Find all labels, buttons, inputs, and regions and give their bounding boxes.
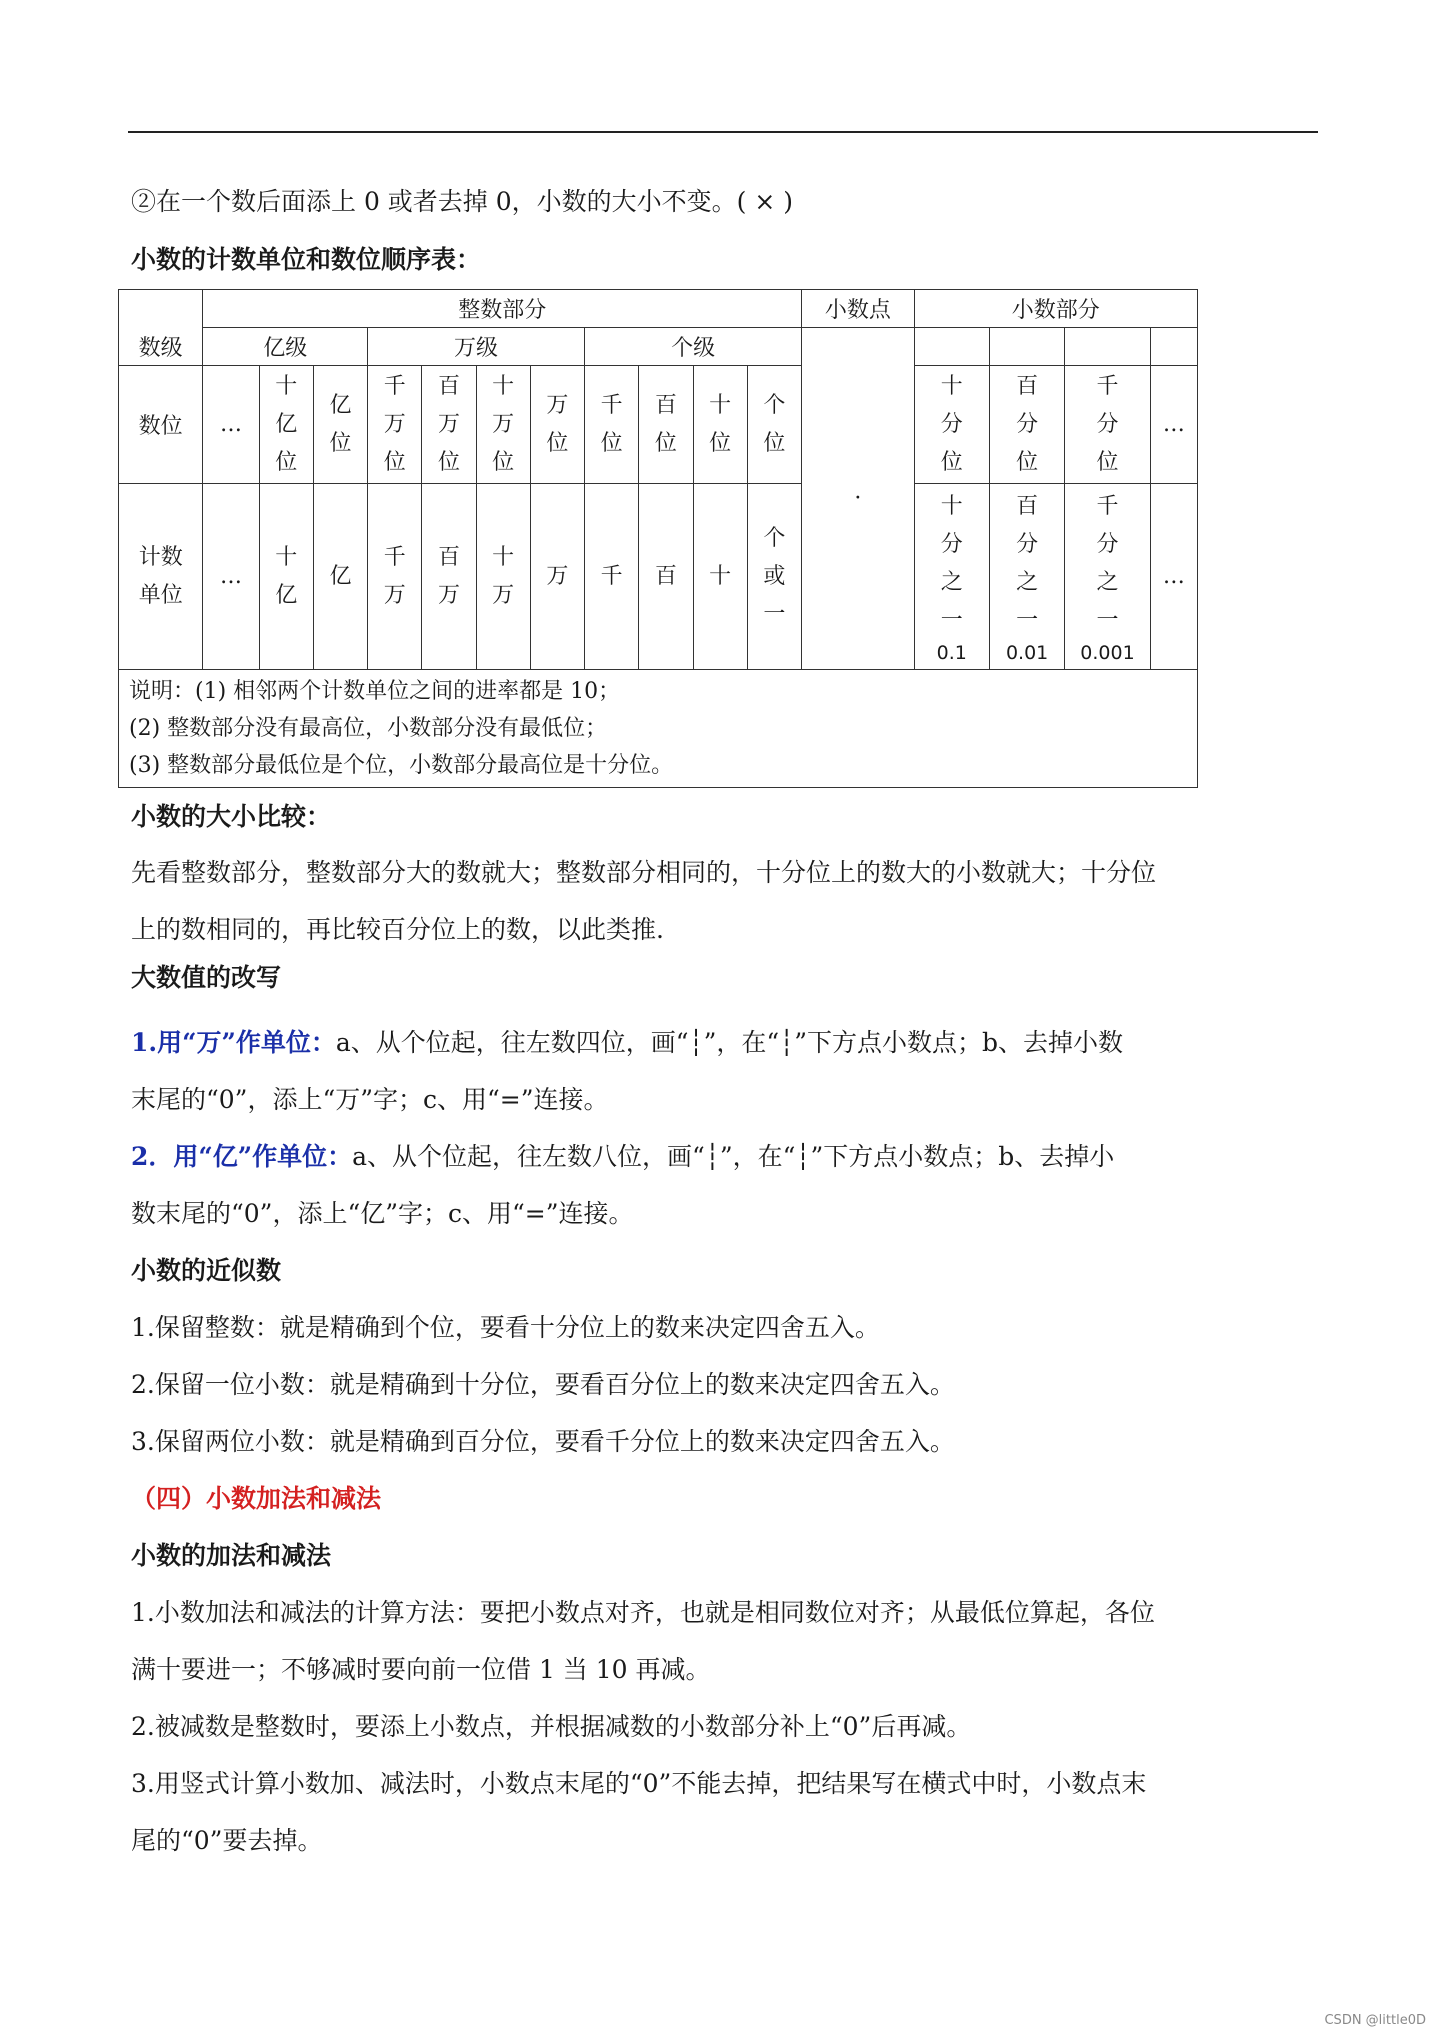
place-value-table	[118, 289, 1198, 788]
rewrite-item-2	[131, 1140, 1114, 1174]
decimal-point-mark: ·	[854, 486, 862, 511]
note-line: (2) 整数部分没有最高位，小数部分没有最低位；	[129, 716, 608, 741]
watermark: CSDN @little0D	[1324, 2013, 1426, 2028]
digit-cell: 百位	[654, 392, 677, 456]
rewrite-2-body: a、从个位起，往左数八位，画“┆”，在“┆”下方点小数点；b、去掉小	[352, 1142, 1115, 1171]
int-part-header: 整数部分	[203, 290, 802, 328]
unit-cell: 十	[709, 563, 732, 589]
table-title: 小数的计数单位和数位顺序表：	[131, 245, 482, 274]
unit-value: 0.1	[936, 642, 967, 664]
unit-cell: 万	[546, 563, 569, 589]
compare-line: 上的数相同的，再比较百分位上的数，以此类推.	[131, 915, 664, 944]
addsub-line: 1.小数加法和减法的计算方法：要把小数点对齐，也就是相同数位对齐；从最低位算起，各位	[131, 1598, 1155, 1627]
digit-cell: 十分位	[940, 373, 963, 475]
section-4-heading: （四）小数加法和减法	[131, 1484, 382, 1513]
digit-cell: 千位	[600, 392, 623, 456]
digit-ellipsis-left: …	[203, 366, 259, 484]
unit-value: 0.01	[1005, 642, 1049, 664]
unit-label: 计数单位	[138, 544, 183, 608]
addsub-line: 尾的“0”要去掉。	[131, 1826, 323, 1855]
unit-cell: 十亿	[275, 544, 298, 608]
digit-cell: 个位	[763, 392, 786, 456]
header-rule	[128, 131, 1318, 133]
digit-cell: 万位	[546, 392, 569, 456]
level-ge: 个级	[585, 328, 802, 366]
unit-ellipsis-right: …	[1150, 484, 1197, 670]
unit-cell: 十万	[492, 544, 515, 608]
digit-label: 数位	[119, 366, 203, 484]
digit-cell: 百分位	[1016, 373, 1039, 475]
unit-cell: 十分之一	[940, 494, 963, 633]
addsub-line: 3.用竖式计算小数加、减法时，小数点末尾的“0”不能去掉，把结果写在横式中时，小数点末	[131, 1769, 1147, 1798]
level-yi: 亿级	[203, 328, 368, 366]
unit-value: 0.001	[1080, 642, 1135, 664]
digit-cell: 千万位	[383, 373, 406, 475]
dec-part-header: 小数部分	[914, 290, 1197, 328]
unit-cell: 个或一	[763, 525, 786, 627]
rewrite-1-body: a、从个位起，往左数四位，画“┆”，在“┆”下方点小数点；b、去掉小数	[335, 1028, 1123, 1057]
unit-cell: 百	[654, 563, 677, 589]
unit-cell: 千	[600, 563, 623, 589]
addsub-title: 小数的加法和减法	[131, 1541, 332, 1570]
approx-title: 小数的近似数	[131, 1256, 282, 1285]
unit-cell: 千分之一	[1096, 494, 1119, 633]
rewrite-item-1	[131, 1026, 1123, 1060]
level-label: 数级	[119, 328, 203, 366]
compare-line: 先看整数部分，整数部分大的数就大；整数部分相同的，十分位上的数大的小数就大；十分位	[131, 858, 1157, 887]
approx-line: 1.保留整数：就是精确到个位，要看十分位上的数来决定四舍五入。	[131, 1313, 880, 1342]
note-line: 说明：(1) 相邻两个计数单位之间的进率都是 10；	[129, 679, 621, 704]
addsub-line: 2.被减数是整数时，要添上小数点，并根据减数的小数部分补上“0”后再减。	[131, 1712, 972, 1741]
level-wan: 万级	[368, 328, 585, 366]
digit-ellipsis-right: …	[1150, 366, 1197, 484]
statement: ②在一个数后面添上 0 或者去掉 0，小数的大小不变。( × )	[131, 187, 794, 216]
addsub-line: 满十要进一；不够减时要向前一位借 1 当 10 再减。	[131, 1655, 711, 1684]
digit-cell: 十亿位	[275, 373, 298, 475]
digit-cell: 百万位	[437, 373, 460, 475]
unit-ellipsis-left: …	[203, 484, 259, 670]
note-line: (3) 整数部分最低位是个位，小数部分最高位是十分位。	[129, 753, 674, 778]
table-notes	[119, 670, 1198, 788]
unit-cell: 千万	[383, 544, 406, 608]
rewrite-title: 大数值的改写	[131, 963, 282, 992]
unit-cell: 百万	[437, 544, 460, 608]
digit-cell: 十位	[709, 392, 732, 456]
compare-title: 小数的大小比较：	[131, 802, 332, 831]
approx-line: 3.保留两位小数：就是精确到百分位，要看千分位上的数来决定四舍五入。	[131, 1427, 955, 1456]
decimal-point-cell	[802, 328, 915, 670]
unit-cell: 亿	[329, 563, 352, 589]
approx-line: 2.保留一位小数：就是精确到十分位，要看百分位上的数来决定四舍五入。	[131, 1370, 955, 1399]
digit-cell: 亿位	[329, 392, 352, 456]
rewrite-2-head: 2．用“亿”作单位：	[131, 1142, 353, 1171]
unit-cell: 百分之一	[1016, 494, 1039, 633]
digit-cell: 十万位	[492, 373, 515, 475]
rewrite-1-head: 1.用“万”作单位：	[131, 1028, 336, 1057]
rewrite-1-line2: 末尾的“0”，添上“万”字；c、用“=”连接。	[131, 1085, 609, 1114]
point-header: 小数点	[802, 290, 915, 328]
rewrite-2-line2: 数末尾的“0”，添上“亿”字；c、用“=”连接。	[131, 1199, 634, 1228]
digit-cell: 千分位	[1096, 373, 1119, 475]
